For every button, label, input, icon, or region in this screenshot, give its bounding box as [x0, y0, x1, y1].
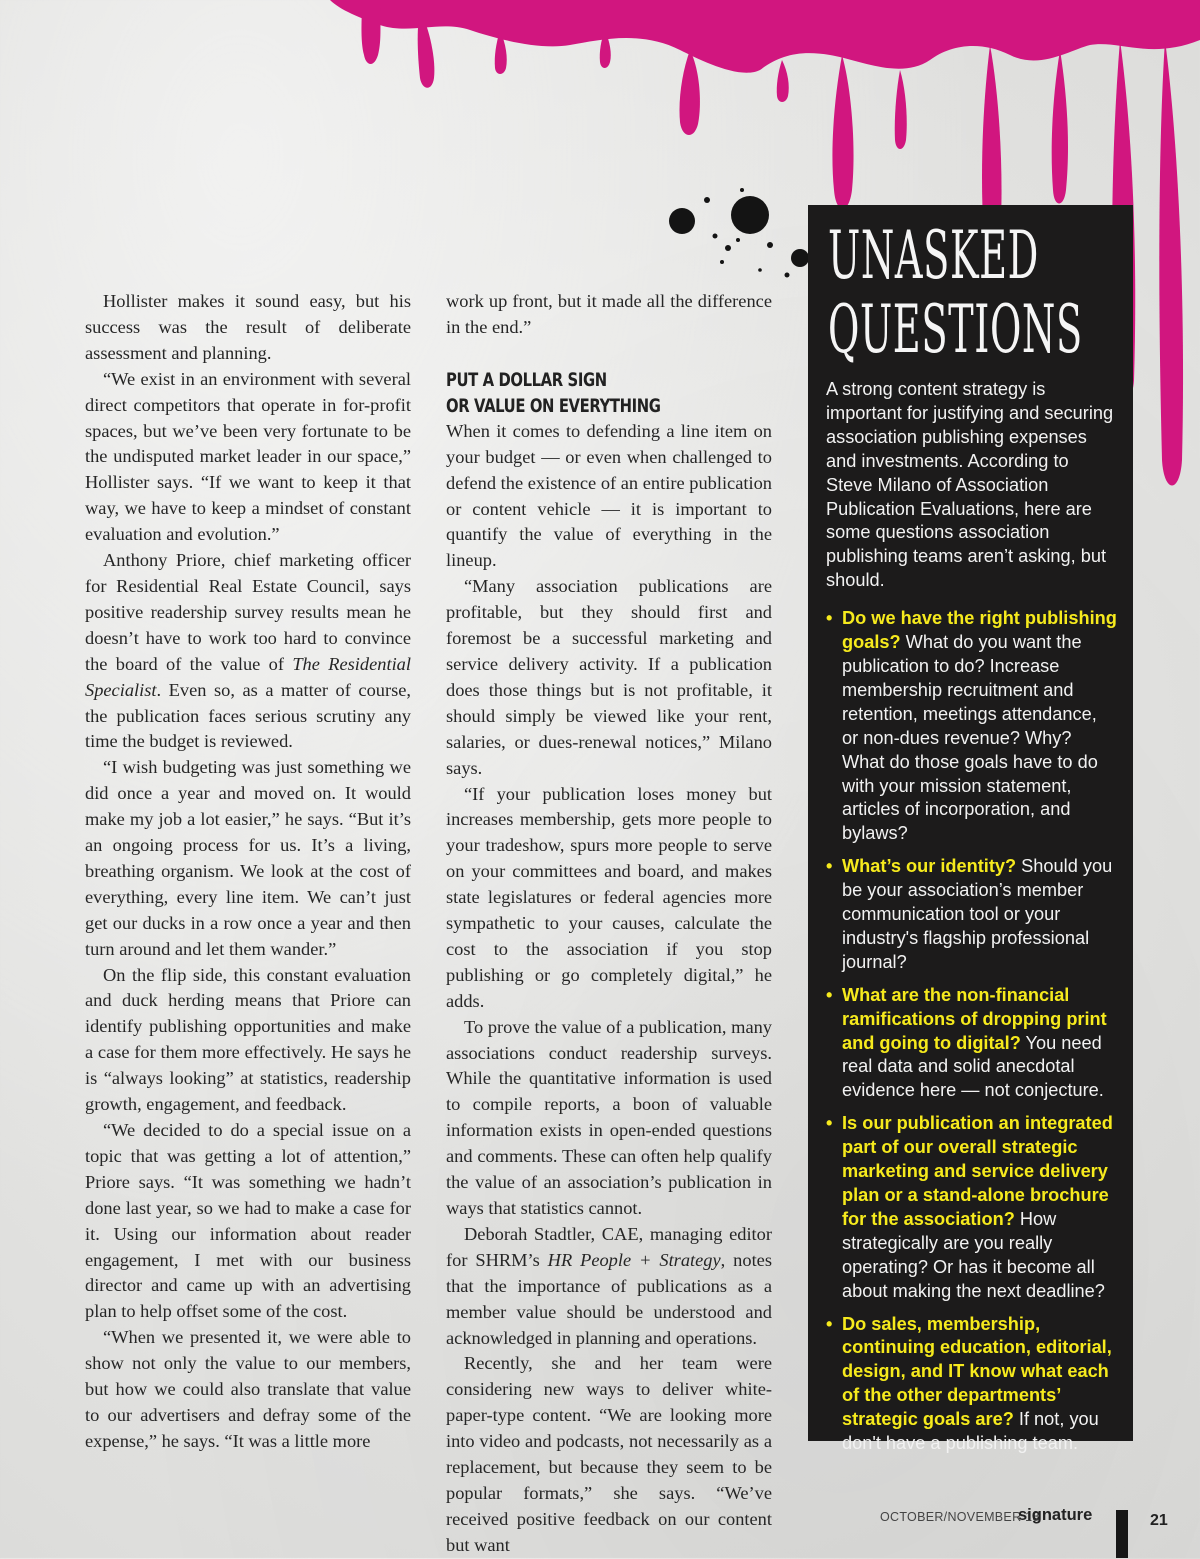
paragraph: Hollister makes it sound easy, but his success was the result of deliberate assessment and planning.	[85, 291, 411, 363]
article-column-2	[446, 289, 772, 1559]
publication-title: The Residential Specialist	[85, 653, 411, 700]
issue-date: OCTOBER/NOVEMBER 18	[880, 1510, 1040, 1524]
footer-bar	[1116, 1510, 1128, 1558]
section-subhead: PUT A DOLLAR SIGN OR VALUE ON EVERYTHING	[446, 368, 661, 417]
question-item: • What are the non-financial ramifications of dropping print and going to digital? You need real data and solid anecdotal evidence here — not conjecture.	[826, 984, 1107, 1101]
paragraph: “Many association publications are profitable, but they should first and foremost be a successful marketing and service delivery activity. If a publication does those things but is not profitable, it should simply be viewed like your rent, salaries, or dues-renewal notices,” Milano says.	[446, 576, 772, 778]
sidebar-title: UNASKED QUESTIONS	[828, 217, 1083, 368]
question-item: • Do sales, membership, continuing education, editorial, design, and IT know what each of the other departments’ strategic goals are? If not, you don't have a publishing team.	[826, 1313, 1112, 1454]
paragraph: Deborah Stadtler, CAE, managing editor for SHRM’s HR People + Strategy, notes that the importance of publications as a member value should be understood and acknowledged in planning and operations.	[446, 1223, 772, 1348]
page-number: 21	[1150, 1512, 1168, 1529]
question-item: • Do we have the right publishing goals? What do you want the publication to do? Increase membership recruitment and retention, meetings attendance, or non-dues revenue? Why? What do those goals have to do with your mission statement, articles of incorporation, and bylaws?	[826, 608, 1117, 844]
paragraph: “When we presented it, we were able to show not only the value to our members, but how we could also translate that value to our advertisers and defray some of the expense,” he says. “It was a little more	[85, 1327, 411, 1451]
question-item: • What’s our identity? Should you be your association’s member communication tool or your industry's flagship professional journal?	[826, 856, 1113, 972]
question-item: • Is our publication an integrated part of our overall strategic marketing and service delivery plan or a stand-alone brochure for the association? How strategically are you really operating? Or has it become all about making the next deadline?	[826, 1113, 1113, 1301]
paragraph: When it comes to defending a line item on your budget — or even when challenged to defend the existence of an entire publication or content vehicle — it is important to quantify the value of everything in the lineup.	[446, 420, 772, 571]
paragraph: “We exist in an environment with several direct competitors that operate in for-profit spaces, but we’ve been very fortunate to be the undisputed market leader in our space,” Hollister says. “If we want to keep it that way, we have to keep a mindset of constant evaluation and evolution.”	[85, 368, 411, 545]
sidebar-body	[826, 378, 1118, 1465]
unasked-questions-sidebar	[808, 205, 1133, 1454]
paragraph: Anthony Priore, chief marketing officer for Residential Real Estate Council, says positive readership survey results mean he doesn’t have to work too hard to convince the board of the value of The Residential Specialist. Even so, as a matter of course, the publication faces serious scrutiny any time the budget is reviewed.	[85, 550, 411, 752]
magazine-name: signature	[1018, 1506, 1093, 1524]
paragraph: On the flip side, this constant evaluation and duck herding means that Priore can identify publishing opportunities and make a case for them more effectively. He says he is “always looking” at statistics, readership growth, engagement, and feedback.	[85, 964, 411, 1115]
paragraph: Recently, she and her team were considering new ways to deliver white-paper-type content. “We are looking more into video and podcasts, not necessarily as a replacement, but because they seem to be popular formats,” she says. “We’ve received positive feedback on our content but want	[446, 1353, 772, 1555]
paragraph: “I wish budgeting was just something we did once a year and moved on. It would make my job a lot easier,” he says. “But it’s an ongoing process for us. It’s a living, breathing organism. We look at the cost of everything, every line item. We can’t just get our ducks in a row once a year and then turn around and let them wander.”	[85, 757, 411, 959]
paragraph: work up front, but it made all the difference in the end.”	[446, 291, 772, 337]
sidebar-intro: A strong content strategy is important for justifying and securing association publishing expenses and investments. According to Steve Milano of Association Publication Evaluations, here are some questions association publishing teams aren’t asking, but should.	[826, 379, 1114, 591]
paragraph: “If your publication loses money but increases membership, gets more people to your tradeshow, spurs more people to serve on your committees and board, and makes state legislatures or federal agencies more sympathetic to your causes, calculate the cost to the association if you stop publishing or go completely digital,” he adds.	[446, 783, 772, 1011]
question-list	[826, 607, 1118, 1456]
publication-title: HR People + Strategy	[547, 1249, 721, 1270]
article-column-1	[85, 289, 411, 1455]
paragraph: To prove the value of a publication, many associations conduct readership surveys. While the quantitative information is used to compile reports, a boon of valuable information exists in open-ended questions and comments. These can often help qualify the value of an association’s publication in ways that statistics cannot.	[446, 1016, 772, 1218]
paragraph: “We decided to do a special issue on a topic that was getting a lot of attention,” Priore says. “It was something we hadn’t done last year, so we had to make a case for it. Using our information about reader engagement, I met with our business director and came up with an advertising plan to help offset some of the cost.	[85, 1120, 411, 1322]
